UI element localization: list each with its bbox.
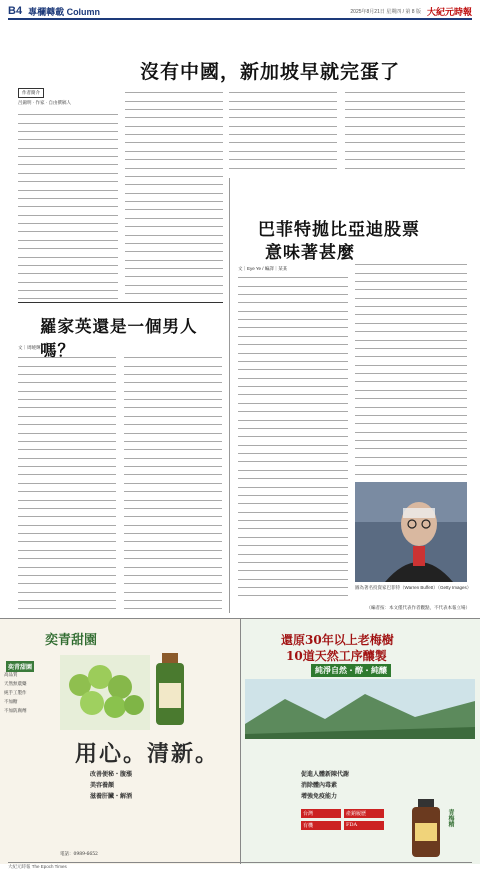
ad-list-item: 天然無農藥 <box>4 682 27 687</box>
section-title: 專欄轉載 Column <box>28 6 101 17</box>
article2-byline: 文｜周曉輝 <box>18 345 41 350</box>
ad-list-title: 奕青甜園 <box>6 661 34 672</box>
column-divider <box>229 178 230 613</box>
article3-byline: 文｜Eye Ye / 編譯｜某某 <box>238 266 288 271</box>
ad-feature: 增強免疫能力 <box>301 793 338 800</box>
badge: FDA <box>344 821 384 830</box>
ad-right-brand: 青梅精 <box>447 809 454 827</box>
page-header <box>8 4 472 20</box>
advertisement-left <box>0 618 240 864</box>
ad-list-item: 不加糖 <box>4 700 18 705</box>
ad-feature: 改善便秘・腹漲 <box>90 771 133 778</box>
article3-col1 <box>238 275 348 600</box>
buffett-photo <box>355 482 467 582</box>
article2-col1 <box>18 355 116 613</box>
ad-list-item: 高品質 <box>4 673 18 678</box>
ad-list-item: 不加防腐劑 <box>4 709 27 714</box>
page-footer <box>8 862 472 871</box>
ad-badges <box>301 809 384 830</box>
article1-byline: 呂錦明 · 作家 · 自由撰稿人 <box>18 100 71 105</box>
ad-feature: 美容養顏 <box>90 782 115 789</box>
badge: 台灣 <box>301 809 341 818</box>
article1-col2 <box>125 90 223 302</box>
ad-right-headline2: 10道天然工序釀製 <box>286 649 387 663</box>
divider-rule <box>18 302 223 303</box>
page-number: B4 <box>8 5 23 17</box>
article1-tag: 作者簡介 <box>18 88 44 98</box>
ad-right-headline1: 還原30年以上老梅樹 <box>281 633 394 647</box>
ad-list-item: 純手工製作 <box>4 691 27 696</box>
ad-feature: 促進人體新陳代謝 <box>301 771 350 778</box>
ad-headline: 用心。清新。 <box>75 741 220 767</box>
ad-phone: 電話：0989-6652 <box>60 852 98 857</box>
issue-date: 2025年8月21日 星期四 / 第 8 版 <box>350 8 421 15</box>
article1-headline: 沒有中國，新加坡早就完蛋了 <box>140 61 401 83</box>
newspaper-logo: 大紀元時報 <box>426 7 472 18</box>
product-bottle-image <box>150 653 190 728</box>
advertisement-right <box>240 618 480 864</box>
ad-feature: 消除體內毒素 <box>301 782 338 789</box>
plum-fruit-image <box>60 655 150 730</box>
article1-col4 <box>345 90 465 170</box>
article1-col3 <box>229 90 337 170</box>
mountain-landscape-image <box>245 679 475 739</box>
ad-feature: 滋養肝臟・解酒 <box>90 793 133 800</box>
ad-features-right <box>301 769 349 802</box>
article2-col2 <box>124 355 222 613</box>
article3-headline-line2: 意味著甚麼 <box>265 243 355 263</box>
badge: 產銷履歷 <box>344 809 384 818</box>
ad-left-list <box>4 671 60 716</box>
article3-headline-line1: 巴菲特拋比亞迪股票 <box>258 220 420 240</box>
article1-col1 <box>18 112 118 302</box>
ad-features-left <box>90 769 132 802</box>
article2-headline: 羅家英還是一個男人嗎？ <box>40 317 198 360</box>
editor-note: （編者按：本文僅代表作者觀點，不代表本報立場） <box>366 605 470 610</box>
ad-right-slogan: 純淨自然・醇・純釀 <box>311 664 391 677</box>
ad-brand: 奕青甜園 <box>45 633 98 648</box>
article3-col2 <box>355 262 467 477</box>
buffett-photo-caption: 圖為著名投資家巴菲特（Warren Buffett）（Getty Images） <box>355 585 472 590</box>
badge: 有機 <box>301 821 341 830</box>
footer-text: 大紀元時報 The Epoch Times <box>8 864 67 869</box>
product-bottle-image <box>406 799 446 859</box>
